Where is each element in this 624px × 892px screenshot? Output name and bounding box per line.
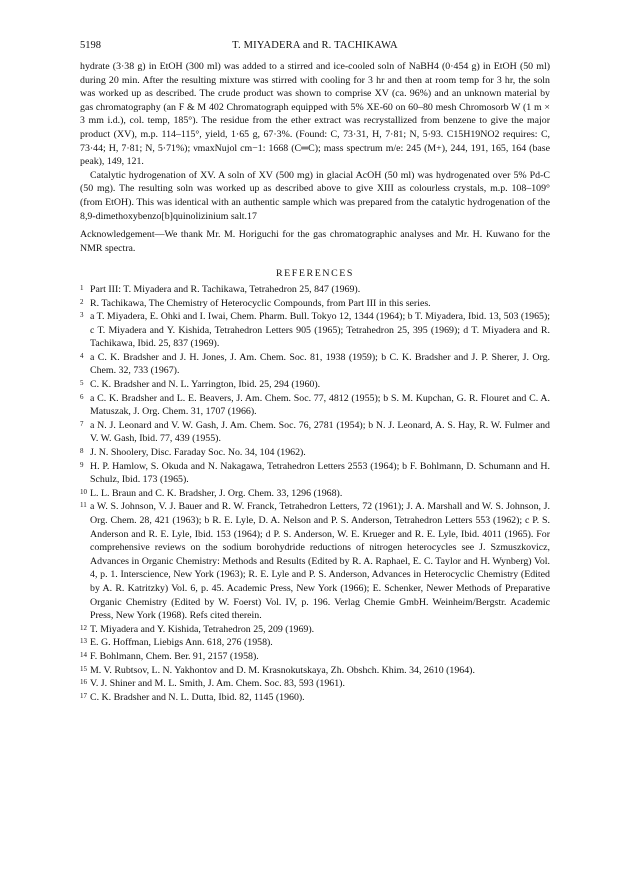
reference-text: H. P. Hamlow, S. Okuda and N. Nakagawa, Tetrahedron Letters 2553 (1964); b F. Bohlmann, D. Schumann and H. Schulz, Ibid. 173 (1965). (90, 460, 550, 486)
reference-text: a N. J. Leonard and V. W. Gash, J. Am. Chem. Soc. 76, 2781 (1954); b N. J. Leonard, A. S. Hay, R. W. Fulmer and V. W. Gash, Ibid. 77, 439 (1955). (90, 419, 550, 445)
reference-item (80, 650, 550, 664)
reference-number: 3 (80, 311, 84, 320)
reference-text: F. Bohlmann, Chem. Ber. 91, 2157 (1958). (90, 650, 259, 662)
reference-item (80, 500, 550, 622)
running-title: T. MIYADERA and R. TACHIKAWA (232, 40, 398, 51)
reference-item (80, 460, 550, 487)
reference-number: 10 (80, 487, 87, 496)
reference-item (80, 691, 550, 705)
reference-text: T. Miyadera and Y. Kishida, Tetrahedron 25, 209 (1969). (90, 623, 315, 635)
reference-item (80, 664, 550, 678)
experimental-paragraph: hydrate (3·38 g) in EtOH (300 ml) was added to a stirred and ice-cooled soln of NaBH4 (0·454 g) in EtOH (50 ml) during 20 min. After the resulting mixture was stirred with cooling for 3 hr and then at room temp for 3 hr, the soln was worked up as described. The crude product was shown to comprise XV (ca. 96%) and an unknown material by gas chromatography (an F & M 402 Chromatograph equipped with 5% XE-60 on 60–80 mesh Chromosorb W (1 m × 3 mm i.d.), col. temp, 185°). The residue from the ether extract was recrystallized from benzene to give the major product (XV), m.p. 114–115°, yield, 1·65 g, 67·3%. (Found: C, 73·31, H, 7·81; N, 5·93. C15H19NO2 requires: C, 73·44; H, 7·81; N, 5·71%); νmaxNujol cm−1: 1668 (C═C); mass spectrum m/e: 245 (M+), 244, 191, 165, 164 (base peak), 149, 121. (80, 61, 550, 168)
reference-number: 8 (80, 447, 84, 456)
reference-item (80, 446, 550, 460)
reference-item (80, 677, 550, 691)
reference-text: E. G. Hoffman, Liebigs Ann. 618, 276 (1958). (90, 637, 273, 649)
reference-item (80, 283, 550, 297)
reference-text: J. N. Shoolery, Disc. Faraday Soc. No. 34, 104 (1962). (90, 447, 306, 459)
reference-number: 13 (80, 637, 87, 646)
reference-text: a T. Miyadera, E. Ohki and I. Iwai, Chem. Pharm. Bull. Tokyo 12, 1344 (1964); b T. Miyadera, Ibid. 13, 503 (1965); c T. Miyadera and Y. Kishida, Tetrahedron Letters 905 (1965); Tetrahedron 25, 395 (1969); d T. Miyadera and R. Tachikawa, Ibid. 25, 837 (1969). (90, 311, 550, 350)
acknowledgement: Acknowledgement—We thank Mr. M. Horiguchi for the gas chromatographic analyses and Mr. H. Kuwano for the NMR spectra. (80, 229, 550, 254)
hydrogenation-paragraph: Catalytic hydrogenation of XV. A soln of XV (500 mg) in glacial AcOH (50 ml) was hydrogenated over 5% Pd-C (50 mg). The resulting soln was worked up as described above to give XIII as colourless crystals, m.p. 108–109° (from EtOH). This was identical with an authentic sample which was prepared from the catalytic hydrogenation of the 8,9-dimethoxybenzo[b]quinolizinium salt.17 (80, 169, 550, 222)
reference-number: 15 (80, 664, 87, 673)
reference-text: a W. S. Johnson, V. J. Bauer and R. W. Franck, Tetrahedron Letters, 72 (1961); J. A. Marshall and W. S. Johnson, J. Org. Chem. 28, 421 (1963); b R. E. Lyle, D. A. Nelson and P. S. Anderson, Tetrahedron Letters 553 (1962); c P. S. Anderson and R. E. Lyle, Ibid. 153 (1964); d P. S. Anderson, W. E. Krueger and R. E. Lyle, Ibid. 4011 (1965). For comprehensive reviews on the sodium borohydride reductions of nitrogen heterocycles see J. Szmuszkovicz, Advances in Organic Chemistry: Methods and Results (Edited by R. A. Raphael, E. C. Taylor and H. Wynberg) Vol. 4, p. 1. Interscience, New York (1963); R. E. Lyle and P. S. Anderson, Advances in Heterocyclic Chemistry (Edited by A. R. Katritzky) Vol. 6, p. 45. Academic Press, New York (1966); E. Schenker, Newer Methods of Preparative Organic Chemistry (Edited by W. Foerst) Vol. IV, p. 196. Verlag Chemie GmbH. Weinheim/Bergstr. Academic Press, New York (1968). Refs cited therein. (90, 501, 550, 622)
article-body (80, 60, 550, 704)
reference-item (80, 392, 550, 419)
reference-number: 14 (80, 650, 87, 659)
reference-item (80, 310, 550, 351)
reference-list (80, 283, 550, 704)
reference-number: 9 (80, 460, 84, 469)
reference-number: 16 (80, 678, 87, 687)
reference-number: 1 (80, 283, 84, 292)
reference-text: L. L. Braun and C. K. Bradsher, J. Org. Chem. 33, 1296 (1968). (90, 487, 343, 499)
reference-number: 2 (80, 297, 84, 306)
reference-text: M. V. Rubtsov, L. N. Yakhontov and D. M. Krasnokutskaya, Zh. Obshch. Khim. 34, 2610 (1964). (90, 664, 475, 676)
reference-item (80, 636, 550, 650)
reference-item (80, 623, 550, 637)
reference-item (80, 378, 550, 392)
page-header (80, 40, 550, 54)
references-heading: REFERENCES (275, 268, 354, 280)
reference-number: 17 (80, 691, 87, 700)
reference-text: Part III: T. Miyadera and R. Tachikawa, Tetrahedron 25, 847 (1969). (90, 283, 361, 295)
reference-text: C. K. Bradsher and N. L. Yarrington, Ibid. 25, 294 (1960). (90, 379, 321, 391)
reference-text: a C. K. Bradsher and J. H. Jones, J. Am. Chem. Soc. 81, 1938 (1959); b C. K. Bradsher and J. P. Sherer, J. Org. Chem. 32, 733 (1967). (90, 351, 550, 377)
page-number: 5198 (80, 40, 101, 51)
reference-item (80, 487, 550, 501)
reference-text: a C. K. Bradsher and L. E. Beavers, J. Am. Chem. Soc. 77, 4812 (1955); b S. M. Kupchan, G. R. Flouret and C. A. Matuszak, J. Org. Chem. 31, 1707 (1966). (90, 392, 550, 418)
reference-number: 6 (80, 392, 84, 401)
reference-number: 7 (80, 419, 84, 428)
reference-text: C. K. Bradsher and N. L. Dutta, Ibid. 82, 1145 (1960). (90, 691, 305, 703)
reference-item (80, 419, 550, 446)
reference-item (80, 351, 550, 378)
reference-item (80, 297, 550, 311)
reference-number: 5 (80, 379, 84, 388)
reference-number: 12 (80, 623, 87, 632)
reference-number: 4 (80, 351, 84, 360)
reference-number: 11 (80, 501, 87, 510)
reference-text: R. Tachikawa, The Chemistry of Heterocyclic Compounds, from Part III in this series. (90, 297, 431, 309)
reference-text: V. J. Shiner and M. L. Smith, J. Am. Chem. Soc. 83, 593 (1961). (90, 678, 345, 690)
